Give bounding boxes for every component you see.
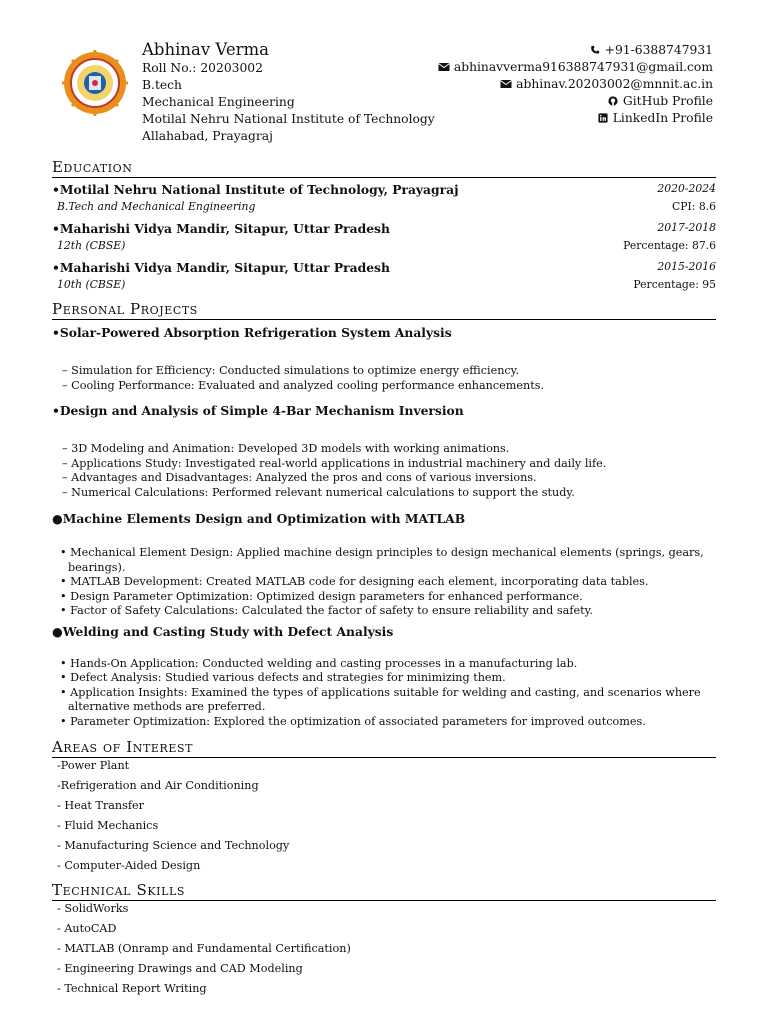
list-item: – Cooling Performance: Evaluated and analyzed cooling performance enhancements. [62,378,545,392]
linkedin-icon [597,113,609,123]
project-item [52,320,716,393]
contact-header-right [438,42,713,127]
list-item: - Manufacturing Science and Technology [57,839,290,852]
institution-name: •Maharishi Vidya Mandir, Sitapur, Uttar Pradesh [52,260,390,275]
list-item: - Computer-Aided Design [57,859,201,872]
education-score: CPI: 8.6 [671,200,716,213]
list-item: -Power Plant [57,759,130,772]
list-item: - Heat Transfer [57,799,144,812]
degree-name: 12th (CBSE) [57,239,126,252]
github-link[interactable] [438,93,713,110]
degree-name: 10th (CBSE) [57,278,126,291]
candidate-name: Abhinav Verma [142,40,269,59]
list-item: - AutoCAD [57,922,117,935]
projects-section [52,300,716,729]
envelope-icon [500,79,512,89]
branch: Mechanical Engineering [142,95,295,109]
project-points [52,364,716,393]
project-points [52,657,716,730]
github-label: GitHub Profile [622,94,713,108]
institute-logo [62,50,128,116]
degree-name: B.Tech and Mechanical Engineering [57,200,256,213]
email-row-2[interactable] [438,76,713,93]
list-item: • Mechanical Element Design: Applied machine design principles to design mechanical elements (springs, gears, bearings). [60,546,704,574]
institute: Motilal Nehru National Institute of Technology [142,112,435,126]
github-icon [607,96,619,106]
section-title-interests: Areas of Interest [52,738,716,758]
phone-text: +91-6388747931 [604,43,713,57]
institution-name: •Motilal Nehru National Institute of Technology, Prayagraj [52,182,459,197]
list-item: - SolidWorks [57,902,129,915]
list-item: - Engineering Drawings and CAD Modeling [57,962,303,975]
education-years: 2015-2016 [657,260,716,273]
education-score: Percentage: 87.6 [623,239,716,252]
education-score: Percentage: 95 [633,278,716,291]
list-item: • Hands-On Application: Conducted welding and casting processes in a manufacturing lab. [60,656,578,670]
list-item: • Parameter Optimization: Explored the optimization of associated parameters for improved outcomes. [60,714,646,728]
interests-section [52,738,716,876]
linkedin-link[interactable] [438,110,713,127]
education-years: 2017-2018 [657,221,716,234]
roll-number: Roll No.: 20203002 [142,61,263,75]
degree: B.tech [142,78,182,92]
project-item [52,500,716,619]
phone-row [438,42,713,59]
section-title-education: Education [52,158,716,178]
list-item: • Design Parameter Optimization: Optimized design parameters for enhanced performance. [60,589,583,603]
list-item: • Application Insights: Examined the types of applications suitable for welding and casting, and scenarios where alternative methods are preferred. [60,685,701,713]
project-item [52,393,716,500]
interests-list [52,756,716,876]
contact-header-left [142,40,435,145]
list-item: – Numerical Calculations: Performed relevant numerical calculations to support the study. [62,485,575,499]
education-entry [52,219,716,258]
education-entry [52,258,716,297]
skills-section [52,881,716,999]
list-item: - MATLAB (Onramp and Fundamental Certification) [57,942,351,955]
section-title-projects: Personal Projects [52,300,716,320]
list-item: • Factor of Safety Calculations: Calculated the factor of safety to ensure reliability and safety. [60,604,593,617]
list-item: • MATLAB Development: Created MATLAB code for designing each element, incorporating data tables. [60,575,649,588]
section-title-skills: Technical Skills [52,881,716,901]
list-item: – Simulation for Efficiency: Conducted simulations to optimize energy efficiency. [62,364,520,377]
list-item: – Advantages and Disadvantages: Analyzed the pros and cons of various inversions. [62,471,537,484]
project-title: •Solar-Powered Absorption Refrigeration System Analysis [52,325,452,340]
city: Allahabad, Prayagraj [142,129,273,143]
phone-icon [589,45,601,55]
email-text-2: abhinav.20203002@mnnit.ac.in [516,77,713,91]
list-item: -Refrigeration and Air Conditioning [57,779,259,792]
envelope-icon [438,62,450,72]
project-item [52,619,716,730]
education-years: 2020-2024 [657,182,716,195]
project-title: ●Machine Elements Design and Optimization with MATLAB [52,511,466,526]
project-title: •Design and Analysis of Simple 4-Bar Mechanism Inversion [52,403,464,418]
skills-list [52,899,716,999]
education-section [52,158,716,297]
list-item: • Defect Analysis: Studied various defects and strategies for minimizing them. [60,671,506,684]
education-entry [52,180,716,219]
institution-name: •Maharishi Vidya Mandir, Sitapur, Uttar Pradesh [52,221,390,236]
project-points [52,546,716,619]
email-row-1[interactable] [438,59,713,76]
linkedin-label: LinkedIn Profile [612,111,713,125]
list-item: - Fluid Mechanics [57,819,159,832]
list-item: - Technical Report Writing [57,982,207,995]
education-list [52,178,716,297]
list-item: – 3D Modeling and Animation: Developed 3D models with working animations. [62,442,510,455]
project-points [52,442,716,500]
project-title: ●Welding and Casting Study with Defect Analysis [52,623,394,639]
email-text-1: abhinavverma916388747931@gmail.com [453,60,713,74]
list-item: – Applications Study: Investigated real-world applications in industrial machinery and daily life. [62,456,607,470]
